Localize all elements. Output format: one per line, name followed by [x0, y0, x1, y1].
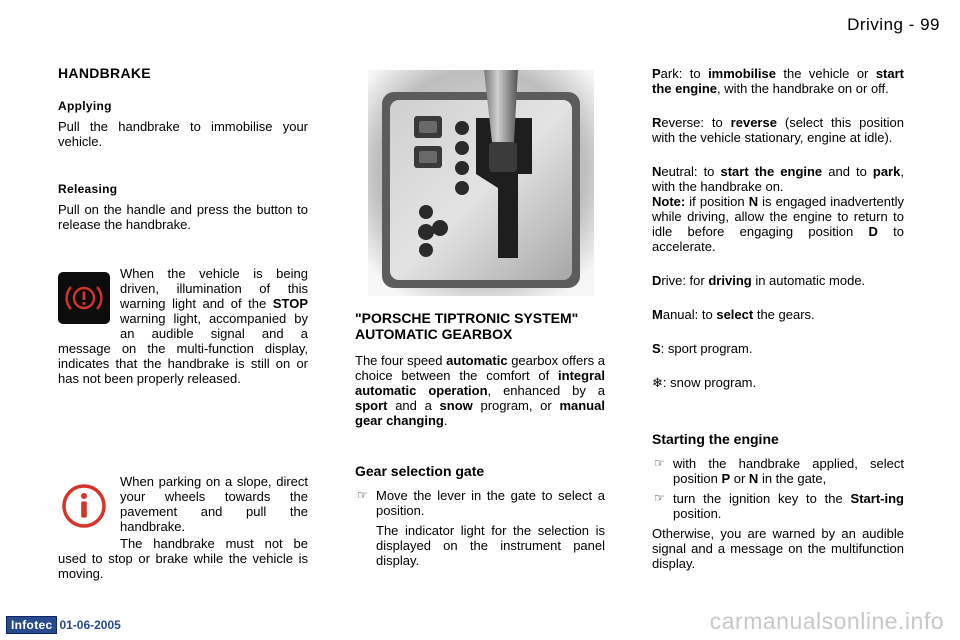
- warning-stop: STOP: [272, 296, 308, 311]
- gearbox-intro: The four speed automatic gearbox offers a choice between the comfort of integral automatic operation, enhanced by a sport and a snow program, or manual gear changing.: [355, 353, 605, 428]
- gearbox-title: "PORSCHE TIPTRONIC SYSTEM" AUTOMATIC GEARBOX: [355, 310, 579, 342]
- info-icon: [58, 480, 114, 536]
- gear-selector-photo: [368, 70, 594, 296]
- starting-title: Starting the engine: [652, 431, 779, 447]
- neutral-note: Note: if position N is engaged inadvertently while driving, allow the engine to return to idle before engaging position D to accelerate.: [652, 194, 904, 254]
- starting-otherwise: Otherwise, you are warned by an audible signal and a message on the multifunction display.: [652, 526, 904, 571]
- mode-reverse: Reverse: to reverse (select this position with the vehicle stationary, engine at idle).: [652, 115, 904, 145]
- hand-pointer-icon: ☞: [654, 456, 665, 470]
- page-header: Driving - 99: [847, 15, 940, 34]
- info-text-1: When parking on a slope, direct your wheels towards the pavement and pull the handbrake.: [120, 474, 308, 534]
- snowflake-icon: ❄: [652, 375, 663, 390]
- handbrake-warning-icon: [58, 272, 114, 328]
- mode-park: Park: to immobilise the vehicle or start the engine, with the handbrake on or off.: [652, 66, 904, 96]
- info-block: [58, 474, 308, 581]
- starting-bullet-2: ☞ turn the ignition key to the Start-ing position.: [654, 491, 904, 521]
- mode-snow: ❄: snow program.: [652, 375, 757, 390]
- hand-pointer-icon: ☞: [357, 488, 368, 502]
- gate-title: Gear selection gate: [355, 463, 485, 479]
- gate-bullet-sub: The indicator light for the selection is displayed on the instrument panel display.: [376, 523, 605, 568]
- handbrake-column: [58, 66, 308, 232]
- watermark: carmanualsonline.info: [709, 608, 944, 634]
- footer-date: 01-06-2005: [59, 618, 121, 632]
- infotec-badge: Infotec: [6, 616, 57, 634]
- gate-bullet: [355, 488, 605, 568]
- info-text-2: The handbrake must not be used to stop or brake while the vehicle is moving.: [58, 536, 308, 581]
- applying-text: Pull the handbrake to immobilise your vehicle.: [58, 119, 308, 149]
- releasing-title: Releasing: [58, 182, 118, 196]
- mode-manual: Manual: to select the gears.: [652, 307, 815, 322]
- warning-block: [58, 266, 308, 386]
- hand-pointer-icon: ☞: [654, 491, 665, 505]
- mode-drive: Drive: for driving in automatic mode.: [652, 273, 866, 288]
- applying-title: Applying: [58, 99, 112, 113]
- mode-neutral: Neutral: to start the engine and to park, with the handbrake on.: [652, 164, 904, 194]
- warning-text-1: When the vehicle is being driven, illumination of this warning light and of the: [120, 266, 308, 311]
- mode-sport: S: sport program.: [652, 341, 753, 356]
- starting-bullet-1: ☞ with the handbrake applied, select position P or N in the gate,: [654, 456, 904, 486]
- warning-text-2: warning light, accompanied by an audible signal and a message on the multi-function display, indicates that the handbrake is still on or has not been properly released.: [58, 311, 308, 386]
- gate-bullet-text: Move the lever in the gate to select a position.: [376, 488, 605, 518]
- footer: [6, 616, 121, 634]
- modes-column: [652, 66, 904, 571]
- handbrake-title: HANDBRAKE: [58, 65, 151, 81]
- releasing-text: Pull on the handle and press the button to release the handbrake.: [58, 202, 308, 232]
- gearbox-column: [355, 310, 605, 568]
